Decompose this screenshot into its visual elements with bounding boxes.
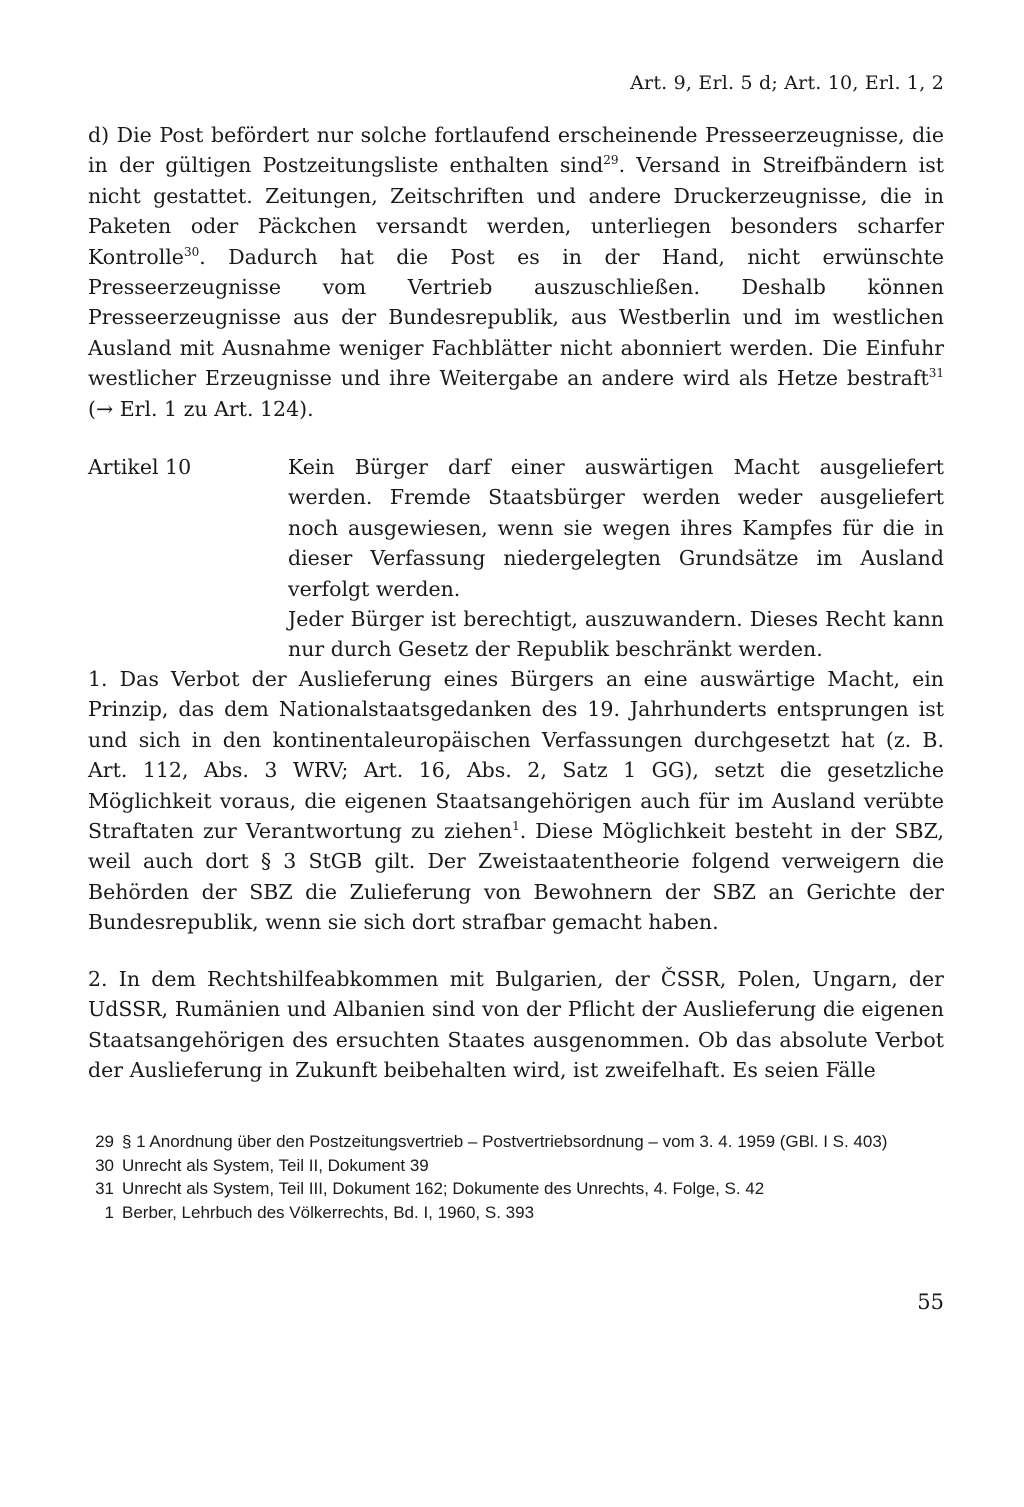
footnote-1	[88, 1201, 944, 1225]
article-paragraph-1: Kein Bürger darf einer auswärtigen Macht ausgeliefert werden. Fremde Staatsbürger werden weder ausgeliefert noch ausgewiesen, wenn sie wegen ihres Kampfes für die in dieser Verfassung niedergelegten Grundsätze im Ausland verfolgt werden.	[288, 455, 944, 601]
paragraph-d	[88, 120, 944, 424]
paragraph-d-text-d: (→ Erl. 1 zu Art. 124).	[88, 396, 314, 421]
paragraph-d-text-a: d) Die Post befördert nur solche fortlaufend erscheinende Presseerzeugnisse, die in der gültigen Postzeitungsliste enthalten sind	[88, 123, 944, 178]
footnote-number: 29	[95, 1132, 114, 1151]
footnote-number: 1	[104, 1202, 114, 1222]
footnote-ref-30[interactable]: 30	[183, 244, 200, 259]
article-paragraph-2: Jeder Bürger ist berechtigt, auszuwandern. Dieses Recht kann nur durch Gesetz der Republik beschränkt werden.	[288, 607, 944, 662]
footnote-text: § 1 Anordnung über den Postzeitungsvertrieb – Postvertriebsordnung – vom 3. 4. 1959 (GBl. I S. 403)	[122, 1132, 888, 1151]
footnote-ref-31[interactable]: 31	[928, 366, 944, 381]
running-head: Art. 9, Erl. 5 d; Art. 10, Erl. 1, 2	[630, 72, 944, 94]
footnote-31	[88, 1177, 944, 1201]
article-text	[288, 452, 944, 665]
page-number: 55	[917, 1290, 944, 1314]
footnote-text: Unrecht als System, Teil III, Dokument 162; Dokumente des Unrechts, 4. Folge, S. 42	[122, 1179, 765, 1198]
paragraph-1	[88, 664, 944, 938]
footnote-number: 31	[95, 1179, 114, 1198]
paragraph-d-text-c: . Dadurch hat die Post es in der Hand, nicht erwünschte Presseerzeugnisse vom Vertrieb auszuschließen. Deshalb können Presseerzeugnisse aus der Bundesrepublik, aus Westberlin und im westlichen Ausland mit Ausnahme weniger Fachblätter nicht abonniert werden. Die Einfuhr westlicher Erzeugnisse und ihre Weitergabe an andere wird als Hetze bestraft	[88, 244, 944, 391]
footnotes	[88, 1130, 944, 1224]
paragraph-d-text-b: . Versand in Streifbändern ist nicht gestattet. Zeitungen, Zeitschriften und andere Druckerzeugnisse, die in Paketen oder Päckchen versandt werden, unterliegen besonders scharfer Kontrolle	[88, 153, 944, 269]
footnote-30	[88, 1154, 944, 1178]
footnote-text: Berber, Lehrbuch des Völkerrechts, Bd. I, 1960, S. 393	[122, 1202, 535, 1222]
footnote-29	[88, 1130, 944, 1154]
paragraph-1-text-b: . Diese Möglichkeit besteht in der SBZ, weil auch dort § 3 StGB gilt. Der Zweistaatentheorie folgend verweigern die Behörden der SBZ die Zulieferung von Bewohnern der SBZ an Gerichte der Bundesrepublik, wenn sie sich dort strafbar gemacht haben.	[88, 819, 944, 935]
footnote-text: Unrecht als System, Teil II, Dokument 39	[122, 1155, 429, 1175]
footnote-ref-29[interactable]: 29	[603, 153, 619, 168]
footnote-ref-1[interactable]: 1	[512, 819, 520, 834]
footnote-number: 30	[95, 1155, 114, 1175]
paragraph-2: 2. In dem Rechtshilfeabkommen mit Bulgarien, der ČSSR, Polen, Ungarn, der UdSSR, Rumänien und Albanien sind von der Pflicht der Auslieferung die eigenen Staatsangehörigen des ersuchten Staates ausgenommen. Ob das absolute Verbot der Auslieferung in Zukunft beibehalten wird, ist zweifelhaft. Es seien Fälle	[88, 967, 944, 1083]
article-label: Artikel 10	[88, 455, 192, 479]
paragraph-1-text-a: 1. Das Verbot der Auslieferung eines Bürgers an eine auswärtige Macht, ein Prinzip, das dem Nationalstaatsgedanken des 19. Jahrhunderts entsprungen ist und sich in den kontinentaleuropäischen Verfassungen durchgesetzt hat (z. B. Art. 112, Abs. 3 WRV; Art. 16, Abs. 2, Satz 1 GG), setzt die gesetzliche Möglichkeit voraus, die eigenen Staatsangehörigen auch für im Ausland verübte Straftaten zur Verantwortung zu ziehen	[88, 667, 944, 844]
